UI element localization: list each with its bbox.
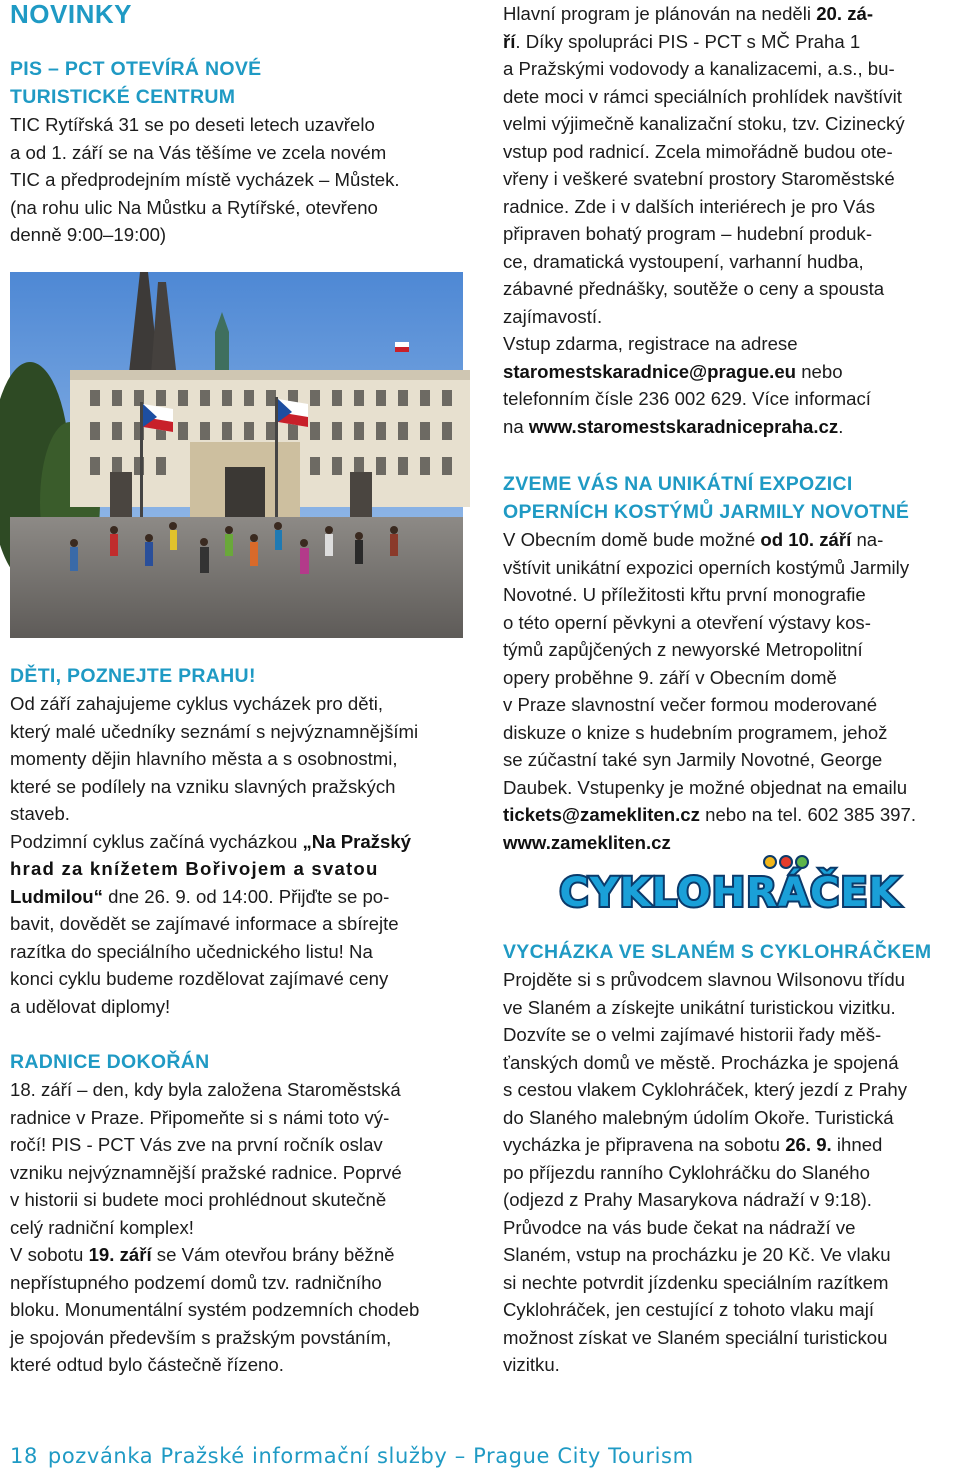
radnice-line: vstup pod radnicí. Zcela mimořádně budou ote- [503, 140, 893, 162]
radnice-line: v historii si budete moci prohlédnout skutečně [10, 1189, 387, 1210]
radnice-text: na [503, 415, 529, 437]
deti-line: konci cyklu budeme rozdělovat zajímavé ceny [10, 968, 389, 989]
opera-line [503, 801, 955, 829]
radnice-text: se Vám otevřou brány běžně [151, 1244, 395, 1265]
slany-line: do Slaného malebným údolím Okoře. Turistická [503, 1106, 894, 1128]
deti-line: a udělovat diplomy! [10, 995, 171, 1017]
tic-line: (na rohu ulic Na Můstku a Rytířské, otevřeno [10, 196, 378, 218]
radnice-line: 18. září – den, kdy byla založena Staroměstská [10, 1079, 401, 1100]
radnice-continued [503, 0, 955, 440]
slany-line: ťanských domů ve městě. Procházka je spojená [503, 1051, 899, 1073]
radnice-web-link[interactable]: www.staromestskaradnicepraha.cz [528, 415, 839, 437]
slany-line: ve Slaném a získejte unikátní turistickou vizitku. [503, 996, 896, 1018]
opera-line: týmů zapůjčených z newyorské Metropolitní [503, 639, 863, 660]
slany-text: vycházka je připravena na sobotu [503, 1134, 786, 1155]
cyklohracek-logo [559, 848, 901, 928]
tic-line: denně 9:00–19:00) [10, 224, 167, 245]
deti-line [10, 828, 465, 856]
cyklohracek-logo-art [559, 848, 901, 928]
deti-event-name: „Na Pražský [302, 830, 411, 852]
opera-line: se zúčastní také syn Jarmily Novotné, George [503, 749, 883, 770]
radnice-line: dete moci v rámci speciálních prohlídek navštívit [503, 85, 902, 107]
tic-title-line2: TURISTICKÉ CENTRUM [10, 86, 236, 108]
radnice-date: 20. zá- [816, 3, 874, 24]
castle-photo [10, 272, 463, 638]
radnice-date: ří [503, 30, 516, 52]
tic-title-line1: PIS – PCT OTEVÍRÁ NOVÉ [10, 58, 262, 80]
radnice-line: Vstup zdarma, registrace na adrese [503, 333, 798, 354]
cyklohracek-logo-text: CYKLOHRÁČEK [559, 870, 901, 916]
deti-text: Podzimní cyklus začíná vycházkou [10, 830, 303, 852]
slany-line: (odjezd z Prahy Masarykova nádraží v 9:18). [503, 1189, 872, 1210]
radnice-line: které odtud bylo částečně řízeno. [10, 1354, 284, 1375]
tic-line: a od 1. září se na Vás těšíme ve zcela novém [10, 141, 387, 163]
radnice-line: zajímavostí. [503, 305, 603, 327]
radnice-email-link[interactable]: staromestskaradnice@prague.eu [503, 360, 797, 382]
opera-title-line1: ZVEME VÁS NA UNIKÁTNÍ EXPOZICI [503, 473, 853, 495]
radnice-line: a Pražskými vodovody a kanalizacemi, a.s., bu- [503, 58, 895, 79]
page-title: NOVINKY [10, 0, 132, 29]
opera-line: opery proběhne 9. září v Obecním domě [503, 666, 837, 688]
tic-line: TIC a předprodejním místě vycházek – Můstek. [10, 169, 400, 190]
radnice-article [10, 1048, 465, 1379]
footer-text: pozvánka Pražské informační služby – Prague City Tourism [47, 1444, 694, 1468]
opera-line: vštívit unikátní expozici operních kostýmů Jarmily [503, 556, 910, 578]
opera-email-link[interactable]: tickets@zamekliten.cz [503, 804, 700, 825]
opera-line: Novotné. U příležitosti křtu první monografie [503, 584, 866, 605]
castle-photo-image [10, 272, 463, 638]
slany-line: s cestou vlakem Cyklohráček, který jezdí z Prahy [503, 1079, 908, 1100]
radnice-line [503, 0, 955, 28]
deti-event-name: Ludmilou“ [10, 885, 103, 907]
opera-line: o této operní pěvkyni a otevření výstavy kos- [503, 611, 871, 633]
opera-line: diskuze o knize s hudebním programem, jehož [503, 721, 888, 743]
tic-article [10, 55, 465, 249]
radnice-line: zábavné přednášky, soutěže o ceny a spousta [503, 278, 885, 299]
opera-line: v Praze slavnostní večer formou moderované [503, 694, 878, 715]
slany-line: vizitku. [503, 1354, 560, 1375]
slany-line: Slaném, vstup na procházku je 20 Kč. Ve vlaku [503, 1244, 891, 1265]
opera-text: V Obecním domě bude možné [503, 529, 761, 550]
opera-text: nebo na tel. 602 385 397. [699, 804, 917, 825]
radnice-line: vřeny i veškeré svatební prostory Staroměstské [503, 168, 895, 189]
deti-article [10, 662, 465, 1020]
radnice-line [503, 413, 955, 441]
deti-line [10, 883, 465, 911]
radnice-line: je spojován především s pražským povstáním, [10, 1326, 392, 1348]
radnice-line: radnice. Zde i v dalších interiérech je pro Vás [503, 195, 876, 217]
deti-text: dne 26. 9. od 14:00. Přijďte se po- [102, 885, 390, 907]
deti-line [10, 855, 465, 883]
opera-line [503, 526, 955, 554]
radnice-line: radnice v Praze. Připomeňte si s námi toto vý- [10, 1106, 390, 1128]
slany-date: 26. 9. [785, 1134, 832, 1155]
page-footer [10, 1444, 704, 1468]
opera-line: Daubek. Vstupenky je možné objednat na emailu [503, 776, 908, 798]
deti-line: staveb. [10, 803, 70, 824]
deti-title: DĚTI, POZNEJTE PRAHU! [10, 665, 256, 687]
deti-line: Od září zahajujeme cyklus vycházek pro děti, [10, 693, 384, 714]
slany-line [503, 1131, 955, 1159]
slany-text: ihned [831, 1134, 883, 1155]
opera-web-link[interactable]: www.zamekliten.cz [503, 831, 671, 853]
deti-line: který malé učedníky seznámí s nejvýznamnějšími [10, 720, 419, 742]
page-number: 18 [10, 1444, 38, 1468]
slany-line: po příjezdu ranního Cyklohráčku do Slaného [503, 1161, 870, 1183]
slany-line: Projděte si s průvodcem slavnou Wilsonovu třídu [503, 969, 906, 990]
slany-line: Průvodce na vás bude čekat na nádraží ve [503, 1216, 856, 1238]
radnice-text: Hlavní program je plánován na neděli [503, 3, 817, 24]
radnice-line: bloku. Monumentální systém podzemních chodeb [10, 1299, 420, 1320]
radnice-text: nebo [796, 360, 843, 382]
radnice-line: připraven bohatý program – hudební produk- [503, 223, 873, 244]
radnice-line: celý radniční komplex! [10, 1216, 194, 1238]
radnice-line [10, 1241, 465, 1269]
radnice-line [503, 28, 955, 56]
radnice-text: . Díky spolupráci PIS - PCT s MČ Praha 1 [515, 30, 861, 52]
deti-line: které se podílely na vzniku slavných pražských [10, 775, 396, 797]
radnice-text: . [838, 415, 844, 437]
radnice-line: velmi výjimečně kanalizační stoku, tzv. Cizinecký [503, 113, 905, 134]
slany-title: VYCHÁZKA VE SLANÉM S CYKLOHRÁČKEM [503, 941, 932, 963]
opera-article [503, 470, 955, 856]
radnice-title: RADNICE DOKOŘÁN [10, 1051, 210, 1073]
slany-line: možnost získat ve Slaném speciální turistickou [503, 1326, 888, 1348]
slany-line: Cyklohráček, jen cestující z tohoto vlaku mají [503, 1299, 875, 1320]
slany-line: Dozvíte se o velmi zajímavé historii řady měš- [503, 1024, 882, 1045]
opera-date: od 10. září [760, 529, 852, 550]
radnice-text: V sobotu [10, 1244, 89, 1265]
deti-line: momenty dějin hlavního města a s osobnostmi, [10, 748, 398, 769]
radnice-line: vzniku nejvýznamnější pražské radnice. Poprvé [10, 1161, 402, 1183]
slany-line: si nechte potvrdit jízdenku speciálním razítkem [503, 1271, 889, 1293]
deti-line: razítka do speciálního učednického listu! Na [10, 940, 373, 962]
radnice-line: nepřístupného podzemí domů tzv. radničního [10, 1271, 382, 1293]
opera-title-line2: OPERNÍCH KOSTÝMŮ JARMILY NOVOTNÉ [503, 501, 910, 523]
slany-article [503, 938, 955, 1379]
radnice-line: telefonním čísle 236 002 629. Více informací [503, 388, 871, 409]
radnice-line [503, 358, 955, 386]
deti-event-name: hrad za knížetem Bořivojem a svatou [10, 858, 379, 879]
deti-line: bavit, dovědět se zajímavé informace a sbírejte [10, 913, 399, 934]
radnice-line: ročí! PIS - PCT Vás zve na první ročník oslav [10, 1134, 383, 1155]
tic-line: TIC Rytířská 31 se po deseti letech uzavřelo [10, 114, 375, 135]
radnice-line: ce, dramatická vystoupení, varhanní hudba, [503, 250, 864, 272]
opera-text: na- [851, 529, 884, 550]
radnice-date: 19. září [88, 1244, 152, 1265]
